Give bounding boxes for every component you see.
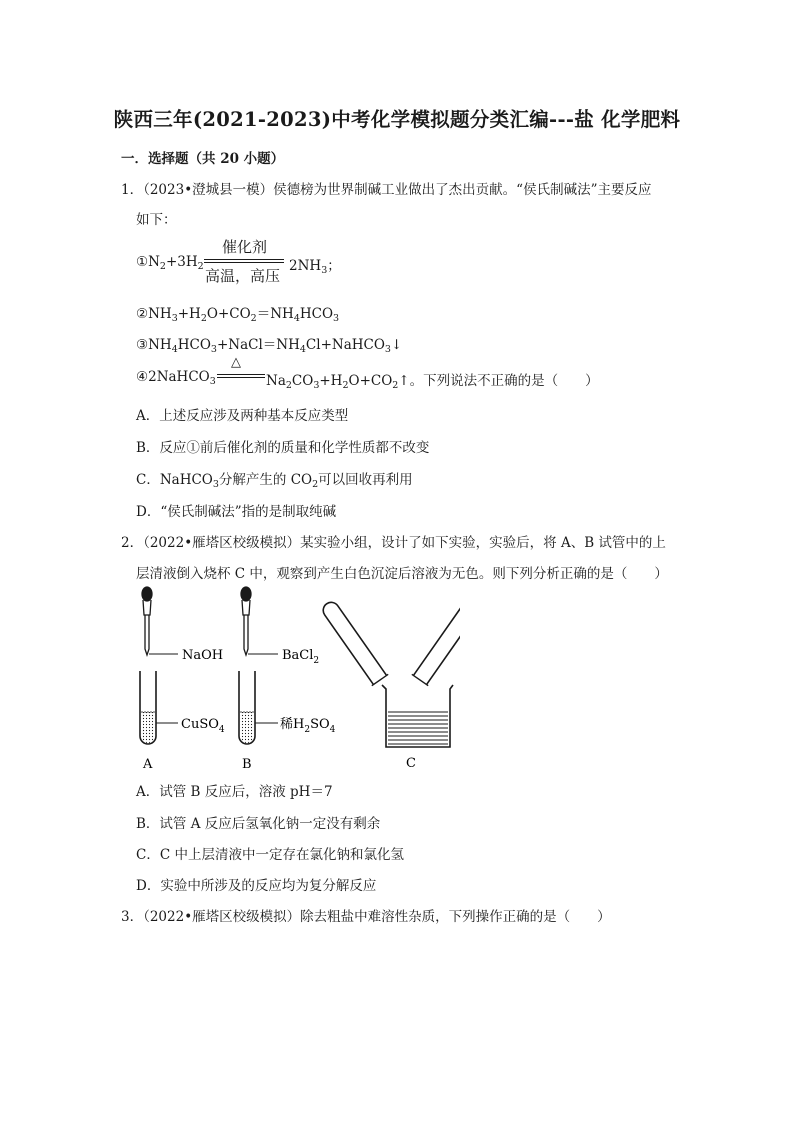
- q2-option-c[interactable]: C．C 中上层清液中一定存在氯化钠和氯化氢: [136, 847, 404, 863]
- q1-option-a[interactable]: A．上述反应涉及两种基本反应类型: [136, 408, 349, 424]
- beaker-c: [382, 685, 453, 747]
- reaction-4-equals-line-2: [217, 377, 265, 378]
- question-1-line-2: 如下：: [136, 212, 177, 228]
- page-title: 陕西三年(2021-2023)中考化学模拟题分类汇编---盐 化学肥料: [113, 108, 681, 131]
- question-1-line-1: [121, 178, 651, 198]
- dropper-a: [142, 587, 152, 655]
- naoh-label: NaOH: [182, 648, 224, 663]
- q1-option-c[interactable]: C．NaHCO$_3$分解产生的 $CO_2$可以回收再利用: [136, 472, 413, 490]
- cuso4-label: CuSO$_4$: [181, 717, 225, 735]
- reaction-1-condition-top: 催化剂: [222, 238, 268, 256]
- reaction-4-lhs: ④2NaHCO$_3$: [136, 369, 216, 387]
- question-2-line-2: 层清液倒入烧杯 C 中，观察到产生白色沉淀后溶液为无色。则下列分析正确的是（ ）: [136, 566, 668, 582]
- reaction-4-heat-symbol: △: [231, 355, 241, 370]
- reaction-1-rhs: $2NH_3$；: [289, 258, 341, 276]
- section-heading: 一．选择题（共 20 小题）: [121, 151, 285, 167]
- pouring-tube-left: [318, 598, 388, 686]
- h2so4-label: 稀$H_2SO_4$: [280, 717, 336, 735]
- reaction-4-rhs: $Na_2CO_3+H_2O+CO_2↑$。下列说法不正确的是（ ）: [266, 373, 599, 391]
- question-text: 侯德榜为世界制碱工业做出了杰出贡献。“侯氏制碱法”主要反应: [273, 182, 652, 198]
- bacl2-label: BaCl$_2$: [282, 648, 320, 666]
- reaction-1-lhs: $①N_2+3H_2$: [136, 254, 204, 272]
- reaction-2: $②NH_3+H_2O+CO_2=NH_4HCO_3$: [136, 306, 340, 324]
- pouring-tube-right: [412, 598, 460, 686]
- q1-option-d[interactable]: D．“侯氏制碱法”指的是制取纯碱: [136, 504, 337, 520]
- q2-option-d[interactable]: D．实验中所涉及的反应均为复分解反应: [136, 878, 377, 894]
- experiment-figure: [130, 585, 460, 775]
- test-tube-b: [239, 671, 255, 744]
- label-a: A: [143, 757, 153, 772]
- question-number: 1．: [121, 182, 144, 198]
- reaction-1-equals-line-2: [204, 262, 284, 263]
- q2-option-a[interactable]: A．试管 B 反应后，溶液 pH＝7: [136, 784, 333, 800]
- reaction-1-equals-line-1: [204, 259, 284, 260]
- question-2-line-1: 2．（2022•雁塔区校级模拟）某实验小组，设计了如下实验，实验后，将 A、B 试管中的上: [121, 535, 666, 551]
- q1-option-b[interactable]: B．反应①前后催化剂的质量和化学性质都不改变: [136, 440, 430, 456]
- question-source: （2023•澄城县一模）: [143, 182, 274, 198]
- label-c: C: [406, 756, 416, 771]
- reaction-1-condition-bottom: 高温，高压: [205, 267, 281, 285]
- reaction-4-equals-line-1: [217, 374, 265, 375]
- question-3: 3．（2022•雁塔区校级模拟）除去粗盐中难溶性杂质，下列操作正确的是（ ）: [121, 909, 611, 925]
- dropper-b: [241, 587, 251, 655]
- test-tube-a: [140, 671, 156, 744]
- reaction-3: $③NH_4HCO_3+NaCl=NH_4Cl+NaHCO_3↓$: [136, 337, 403, 355]
- q2-option-b[interactable]: B．试管 A 反应后氢氧化钠一定没有剩余: [136, 816, 381, 832]
- label-b: B: [242, 757, 252, 772]
